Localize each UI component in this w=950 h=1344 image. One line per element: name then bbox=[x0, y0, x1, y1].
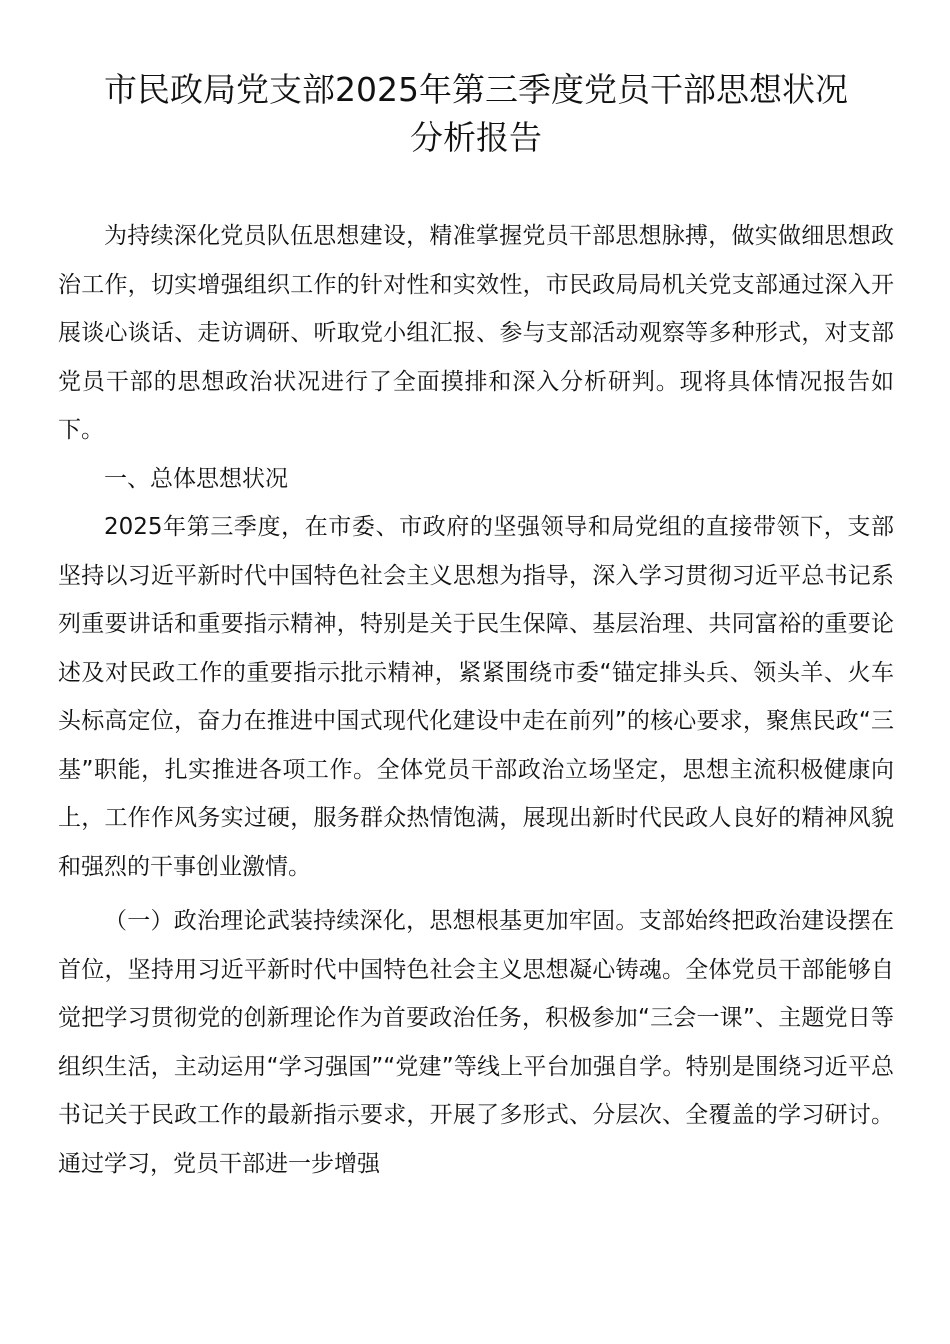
document-title bbox=[58, 66, 894, 162]
section-1-paragraph: 2025年第三季度，在市委、市政府的坚强领导和局党组的直接带领下，支部坚持以习近平新时代中国特色社会主义思想为指导，深入学习贯彻习近平总书记系列重要讲话和重要指示精神，特别是关于民生保障、基层治理、共同富裕的重要论述及对民政工作的重要指示批示精神，紧紧围绕市委“锚定排头兵、领头羊、火车头标高定位，奋力在推进中国式现代化建设中走在前列”的核心要求，聚焦民政“三基”职能，扎实推进各项工作。全体党员干部政治立场坚定，思想主流积极健康向上，工作作风务实过硬，服务群众热情饱满，展现出新时代民政人良好的精神风貌和强烈的干事创业激情。 bbox=[58, 514, 894, 880]
subsection-1-paragraph: （一）政治理论武装持续深化，思想根基更加牢固。支部始终把政治建设摆在首位，坚持用习近平新时代中国特色社会主义思想凝心铸魂。全体党员干部能够自觉把学习贯彻党的创新理论作为首要政治任务，积极参加“三会一课”、主题党日等组织生活，主动运用“学习强国”“党建”等线上平台加强自学。特别是围绕习近平总书记关于民政工作的最新指示要求，开展了多形式、分层次、全覆盖的学习研讨。通过学习，党员干部进一步增强 bbox=[58, 908, 894, 1177]
title-line-2: 分析报告 bbox=[410, 118, 542, 157]
section-heading-1: 一、总体思想状况 bbox=[104, 465, 288, 492]
intro-paragraph: 为持续深化党员队伍思想建设，精准掌握党员干部思想脉搏，做实做细思想政治工作，切实增强组织工作的针对性和实效性，市民政局局机关党支部通过深入开展谈心谈话、走访调研、听取党小组汇报、参与支部活动观察等多种形式，对支部党员干部的思想政治状况进行了全面摸排和深入分析研判。现将具体情况报告如下。 bbox=[58, 223, 894, 443]
title-line-1: 市民政局党支部2025年第三季度党员干部思想状况 bbox=[104, 70, 848, 109]
document-body bbox=[58, 212, 894, 1188]
